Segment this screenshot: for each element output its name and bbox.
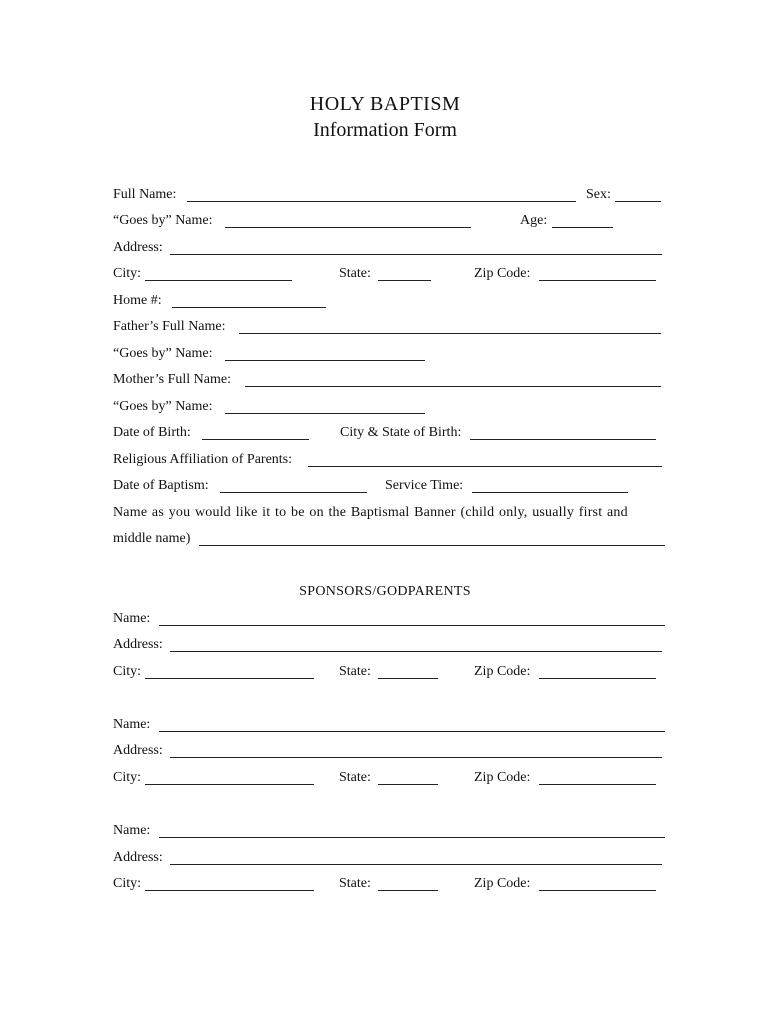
sponsor-3-city-row	[0, 876, 770, 896]
home-label: Home #:	[113, 293, 162, 308]
sponsor-3-state-field[interactable]	[378, 890, 438, 891]
father-goes-by-label: “Goes by” Name:	[113, 346, 213, 361]
sponsor-1-zip-field[interactable]	[539, 678, 656, 679]
sponsor-3-state-label: State:	[339, 876, 371, 891]
sponsor-2-city-row	[0, 770, 770, 790]
baptism-date-label: Date of Baptism:	[113, 478, 209, 493]
home-field[interactable]	[172, 307, 326, 308]
mother-goes-by-field[interactable]	[225, 413, 425, 414]
goes-by-field[interactable]	[225, 227, 471, 228]
sponsor-3-name-row	[0, 823, 770, 843]
birthplace-field[interactable]	[470, 439, 656, 440]
row-father-goes-by	[0, 346, 770, 366]
service-time-label: Service Time:	[385, 478, 464, 493]
sponsor-3-zip-label: Zip Code:	[474, 876, 531, 891]
sponsor-1-address-field[interactable]	[170, 651, 662, 652]
sponsor-1-zip-label: Zip Code:	[474, 664, 531, 679]
father-field[interactable]	[239, 333, 661, 334]
sponsor-1-state-field[interactable]	[378, 678, 438, 679]
sponsor-3-address-label: Address:	[113, 850, 163, 865]
address-label: Address:	[113, 240, 163, 255]
baptism-date-field[interactable]	[220, 492, 367, 493]
birthplace-label: City & State of Birth:	[340, 425, 462, 440]
religious-label: Religious Affiliation of Parents:	[113, 452, 293, 467]
sponsor-2-address-field[interactable]	[170, 757, 662, 758]
dob-field[interactable]	[202, 439, 309, 440]
sponsor-2-city-field[interactable]	[145, 784, 314, 785]
sponsor-1-name-field[interactable]	[159, 625, 665, 626]
banner-instruction: Name as you would like it to be on the Baptismal Banner (child only, usually first and	[113, 505, 628, 520]
sponsors-heading: SPONSORS/GODPARENTS	[299, 584, 471, 599]
father-goes-by-field[interactable]	[225, 360, 425, 361]
mother-goes-by-label: “Goes by” Name:	[113, 399, 213, 414]
row-birth	[0, 425, 770, 445]
row-home	[0, 293, 770, 313]
row-address	[0, 240, 770, 260]
mother-field[interactable]	[245, 386, 661, 387]
sponsor-2-state-label: State:	[339, 770, 371, 785]
form-title: HOLY BAPTISM	[309, 93, 461, 115]
full-name-field[interactable]	[187, 201, 576, 202]
sponsor-3-city-field[interactable]	[145, 890, 314, 891]
sponsor-1-city-label: City:	[113, 664, 142, 679]
sponsor-3-address-row	[0, 850, 770, 870]
row-religious	[0, 452, 770, 472]
service-time-field[interactable]	[472, 492, 628, 493]
zip-field[interactable]	[539, 280, 656, 281]
sponsor-1-city-row	[0, 664, 770, 684]
banner-field[interactable]	[199, 545, 665, 546]
mother-label: Mother’s Full Name:	[113, 372, 231, 387]
row-banner-text	[0, 505, 770, 525]
goes-by-label: “Goes by” Name:	[113, 213, 213, 228]
dob-label: Date of Birth:	[113, 425, 191, 440]
banner-label: middle name)	[113, 531, 191, 546]
sponsor-2-name-label: Name:	[113, 717, 151, 732]
sponsor-2-city-label: City:	[113, 770, 142, 785]
sponsor-1-address-label: Address:	[113, 637, 163, 652]
sponsor-1-address-row	[0, 637, 770, 657]
city-label: City:	[113, 266, 142, 281]
row-city	[0, 266, 770, 286]
row-baptism	[0, 478, 770, 498]
father-label: Father’s Full Name:	[113, 319, 226, 334]
row-full-name	[0, 187, 770, 207]
row-banner-name	[0, 531, 770, 551]
sponsor-1-state-label: State:	[339, 664, 371, 679]
form-subtitle: Information Form	[313, 119, 457, 141]
sponsor-2-address-row	[0, 743, 770, 763]
state-field[interactable]	[378, 280, 431, 281]
sponsor-2-zip-label: Zip Code:	[474, 770, 531, 785]
full-name-label: Full Name:	[113, 187, 177, 202]
row-father	[0, 319, 770, 339]
age-label: Age:	[520, 213, 548, 228]
sponsor-1-city-field[interactable]	[145, 678, 314, 679]
zip-label: Zip Code:	[474, 266, 531, 281]
sponsor-3-name-label: Name:	[113, 823, 151, 838]
religious-field[interactable]	[308, 466, 662, 467]
sponsor-2-zip-field[interactable]	[539, 784, 656, 785]
sponsor-3-zip-field[interactable]	[539, 890, 656, 891]
sponsor-2-name-field[interactable]	[159, 731, 665, 732]
sponsor-2-state-field[interactable]	[378, 784, 438, 785]
sponsor-3-city-label: City:	[113, 876, 142, 891]
city-field[interactable]	[145, 280, 292, 281]
sex-label: Sex:	[586, 187, 611, 202]
sponsor-3-address-field[interactable]	[170, 864, 662, 865]
sponsor-1-name-label: Name:	[113, 611, 151, 626]
sponsor-2-name-row	[0, 717, 770, 737]
address-field[interactable]	[170, 254, 662, 255]
age-field[interactable]	[552, 227, 613, 228]
row-mother	[0, 372, 770, 392]
sponsor-3-name-field[interactable]	[159, 837, 665, 838]
row-goes-by	[0, 213, 770, 233]
state-label: State:	[339, 266, 371, 281]
row-mother-goes-by	[0, 399, 770, 419]
sponsor-1-name-row	[0, 611, 770, 631]
sex-field[interactable]	[615, 201, 661, 202]
sponsor-2-address-label: Address:	[113, 743, 163, 758]
